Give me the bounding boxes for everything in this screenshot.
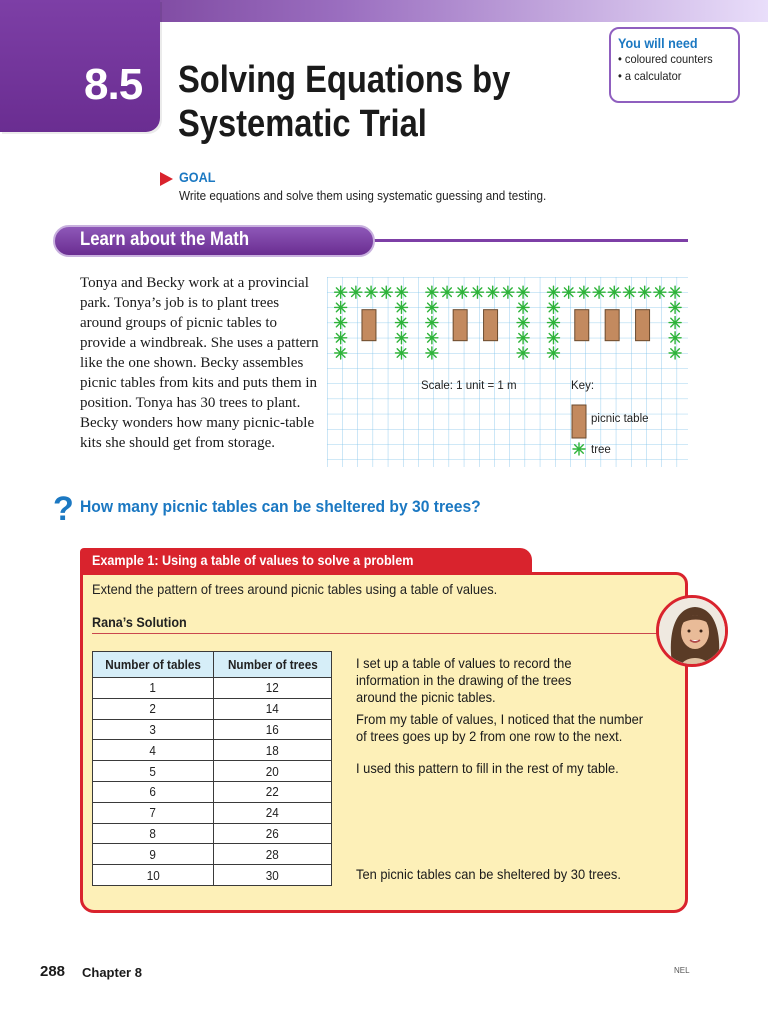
note-line: information in the drawing of the trees <box>356 672 572 688</box>
table-row <box>93 698 332 719</box>
lesson-title-line-2: Systematic Trial <box>178 103 427 145</box>
key-label: Key: <box>571 380 595 392</box>
need-item-calculator: • a calculator <box>618 69 682 83</box>
key-tree-icon <box>573 443 585 455</box>
key-table-label: picnic table <box>591 413 649 425</box>
note-line: From my table of values, I noticed that the number <box>356 711 644 727</box>
table-header-trees: Number of trees <box>214 652 332 678</box>
cell-trees: 22 <box>214 781 332 802</box>
tree-icon <box>669 317 681 329</box>
you-will-need-title: You will need <box>618 35 698 51</box>
picnic-table <box>636 310 650 341</box>
cell-trees: 20 <box>214 761 332 782</box>
table-row <box>93 678 332 699</box>
you-will-need-box <box>609 27 740 103</box>
tree-icon <box>517 286 529 298</box>
scale-label: Scale: 1 unit = 1 m <box>421 380 517 392</box>
goal-arrow-icon <box>160 172 173 186</box>
tree-icon <box>471 286 483 298</box>
cell-tables: 2 <box>93 698 214 719</box>
cell-trees: 18 <box>214 740 332 761</box>
tree-icon <box>335 317 347 329</box>
tree-icon <box>639 286 651 298</box>
note-line: Ten picnic tables can be sheltered by 30 trees. <box>356 866 621 882</box>
table-row <box>93 802 332 823</box>
tree-icon <box>517 347 529 359</box>
picnic-table <box>362 310 376 341</box>
tree-icon <box>487 286 499 298</box>
table-row <box>93 761 332 782</box>
cell-trees: 30 <box>214 865 332 886</box>
picnic-table <box>484 310 498 341</box>
tree-icon <box>547 301 559 313</box>
question-mark-icon: ? <box>53 490 74 528</box>
page-number: 288 <box>40 963 66 980</box>
cell-trees: 16 <box>214 719 332 740</box>
tree-icon <box>350 286 362 298</box>
cell-trees: 12 <box>214 678 332 699</box>
cell-tables: 1 <box>93 678 214 699</box>
cell-trees: 28 <box>214 844 332 865</box>
example-title: Example 1: Using a table of values to solve a problem <box>92 552 414 568</box>
table-row <box>93 719 332 740</box>
tree-icon <box>608 286 620 298</box>
cell-trees: 24 <box>214 802 332 823</box>
table-row <box>93 844 332 865</box>
cell-tables: 8 <box>93 823 214 844</box>
tree-icon <box>654 286 666 298</box>
tree-icon <box>669 347 681 359</box>
tree-icon <box>395 332 407 344</box>
cell-tables: 10 <box>93 865 214 886</box>
tree-icon <box>426 301 438 313</box>
cell-trees: 26 <box>214 823 332 844</box>
section-number: 8.5 <box>84 60 143 109</box>
table-row <box>93 865 332 886</box>
tree-icon <box>669 286 681 298</box>
tree-icon <box>380 286 392 298</box>
cell-trees: 14 <box>214 698 332 719</box>
solution-label: Rana’s Solution <box>92 614 187 630</box>
tree-icon <box>335 286 347 298</box>
table-row <box>93 781 332 802</box>
tree-icon <box>426 317 438 329</box>
key-table-swatch <box>572 405 586 438</box>
tree-icon <box>395 301 407 313</box>
table-header-tables: Number of tables <box>93 652 214 678</box>
tree-icon <box>547 317 559 329</box>
tree-icon <box>547 332 559 344</box>
tree-pattern-figure <box>327 277 688 467</box>
tree-icon <box>441 286 453 298</box>
tree-icon <box>593 286 605 298</box>
solution-divider <box>92 633 657 634</box>
cell-tables: 4 <box>93 740 214 761</box>
need-item-counters: • coloured counters <box>618 52 713 66</box>
tree-icon <box>395 347 407 359</box>
chapter-label: Chapter 8 <box>82 965 142 980</box>
tree-icon <box>365 286 377 298</box>
tree-icon <box>578 286 590 298</box>
note-fill-table <box>356 760 686 777</box>
learn-about-math-label: Learn about the Math <box>80 229 250 250</box>
tree-icon <box>426 332 438 344</box>
picnic-table <box>605 310 619 341</box>
example-intro: Extend the pattern of trees around picnic tables using a table of values. <box>92 581 498 597</box>
grid-paper <box>327 277 688 467</box>
note-conclusion <box>356 866 686 883</box>
tree-icon <box>517 317 529 329</box>
cell-tables: 7 <box>93 802 214 823</box>
tree-icon <box>395 286 407 298</box>
picnic-table <box>575 310 589 341</box>
tree-icon <box>456 286 468 298</box>
tree-icon <box>623 286 635 298</box>
learn-divider <box>370 239 688 242</box>
section-tab <box>0 0 160 132</box>
note-line: of trees goes up by 2 from one row to the next. <box>356 728 623 744</box>
tree-icon <box>502 286 514 298</box>
cell-tables: 9 <box>93 844 214 865</box>
note-line: around the picnic tables. <box>356 689 496 705</box>
key-tree-label: tree <box>591 444 611 456</box>
story-paragraph: Tonya and Becky work at a provincial park. Tonya’s job is to plant trees around groups of picnic tables to provide a windbreak. She uses a pattern like the one shown. Becky assembles picnic tables from kits and puts them in position. Tonya has 30 trees to plant. Becky wonders how many picnic-table kits she should get from storage. <box>80 275 319 451</box>
tree-icon <box>517 332 529 344</box>
picnic-table <box>453 310 467 341</box>
tree-icon <box>426 347 438 359</box>
tree-icon <box>426 286 438 298</box>
note-pattern-observed <box>356 711 686 745</box>
note-line: I set up a table of values to record the <box>356 655 572 671</box>
tree-icon <box>669 301 681 313</box>
table-of-values <box>92 651 332 886</box>
tree-icon <box>547 286 559 298</box>
table-row <box>93 740 332 761</box>
tree-icon <box>517 301 529 313</box>
tree-icon <box>335 301 347 313</box>
cell-tables: 3 <box>93 719 214 740</box>
lesson-title <box>178 58 539 146</box>
note-set-up-table <box>356 655 686 706</box>
tree-icon <box>563 286 575 298</box>
tree-icon <box>669 332 681 344</box>
cell-tables: 5 <box>93 761 214 782</box>
cell-tables: 6 <box>93 781 214 802</box>
tree-icon <box>335 347 347 359</box>
lesson-title-line-1: Solving Equations by <box>178 59 511 101</box>
central-question: How many picnic tables can be sheltered by 30 trees? <box>80 497 481 516</box>
goal-text: Write equations and solve them using systematic guessing and testing. <box>179 188 547 203</box>
publisher-mark: NEL <box>674 966 690 975</box>
table-row <box>93 823 332 844</box>
note-line: I used this pattern to fill in the rest of my table. <box>356 760 619 776</box>
tree-icon <box>335 332 347 344</box>
tree-icon <box>547 347 559 359</box>
goal-label: GOAL <box>179 169 216 185</box>
tree-icon <box>395 317 407 329</box>
